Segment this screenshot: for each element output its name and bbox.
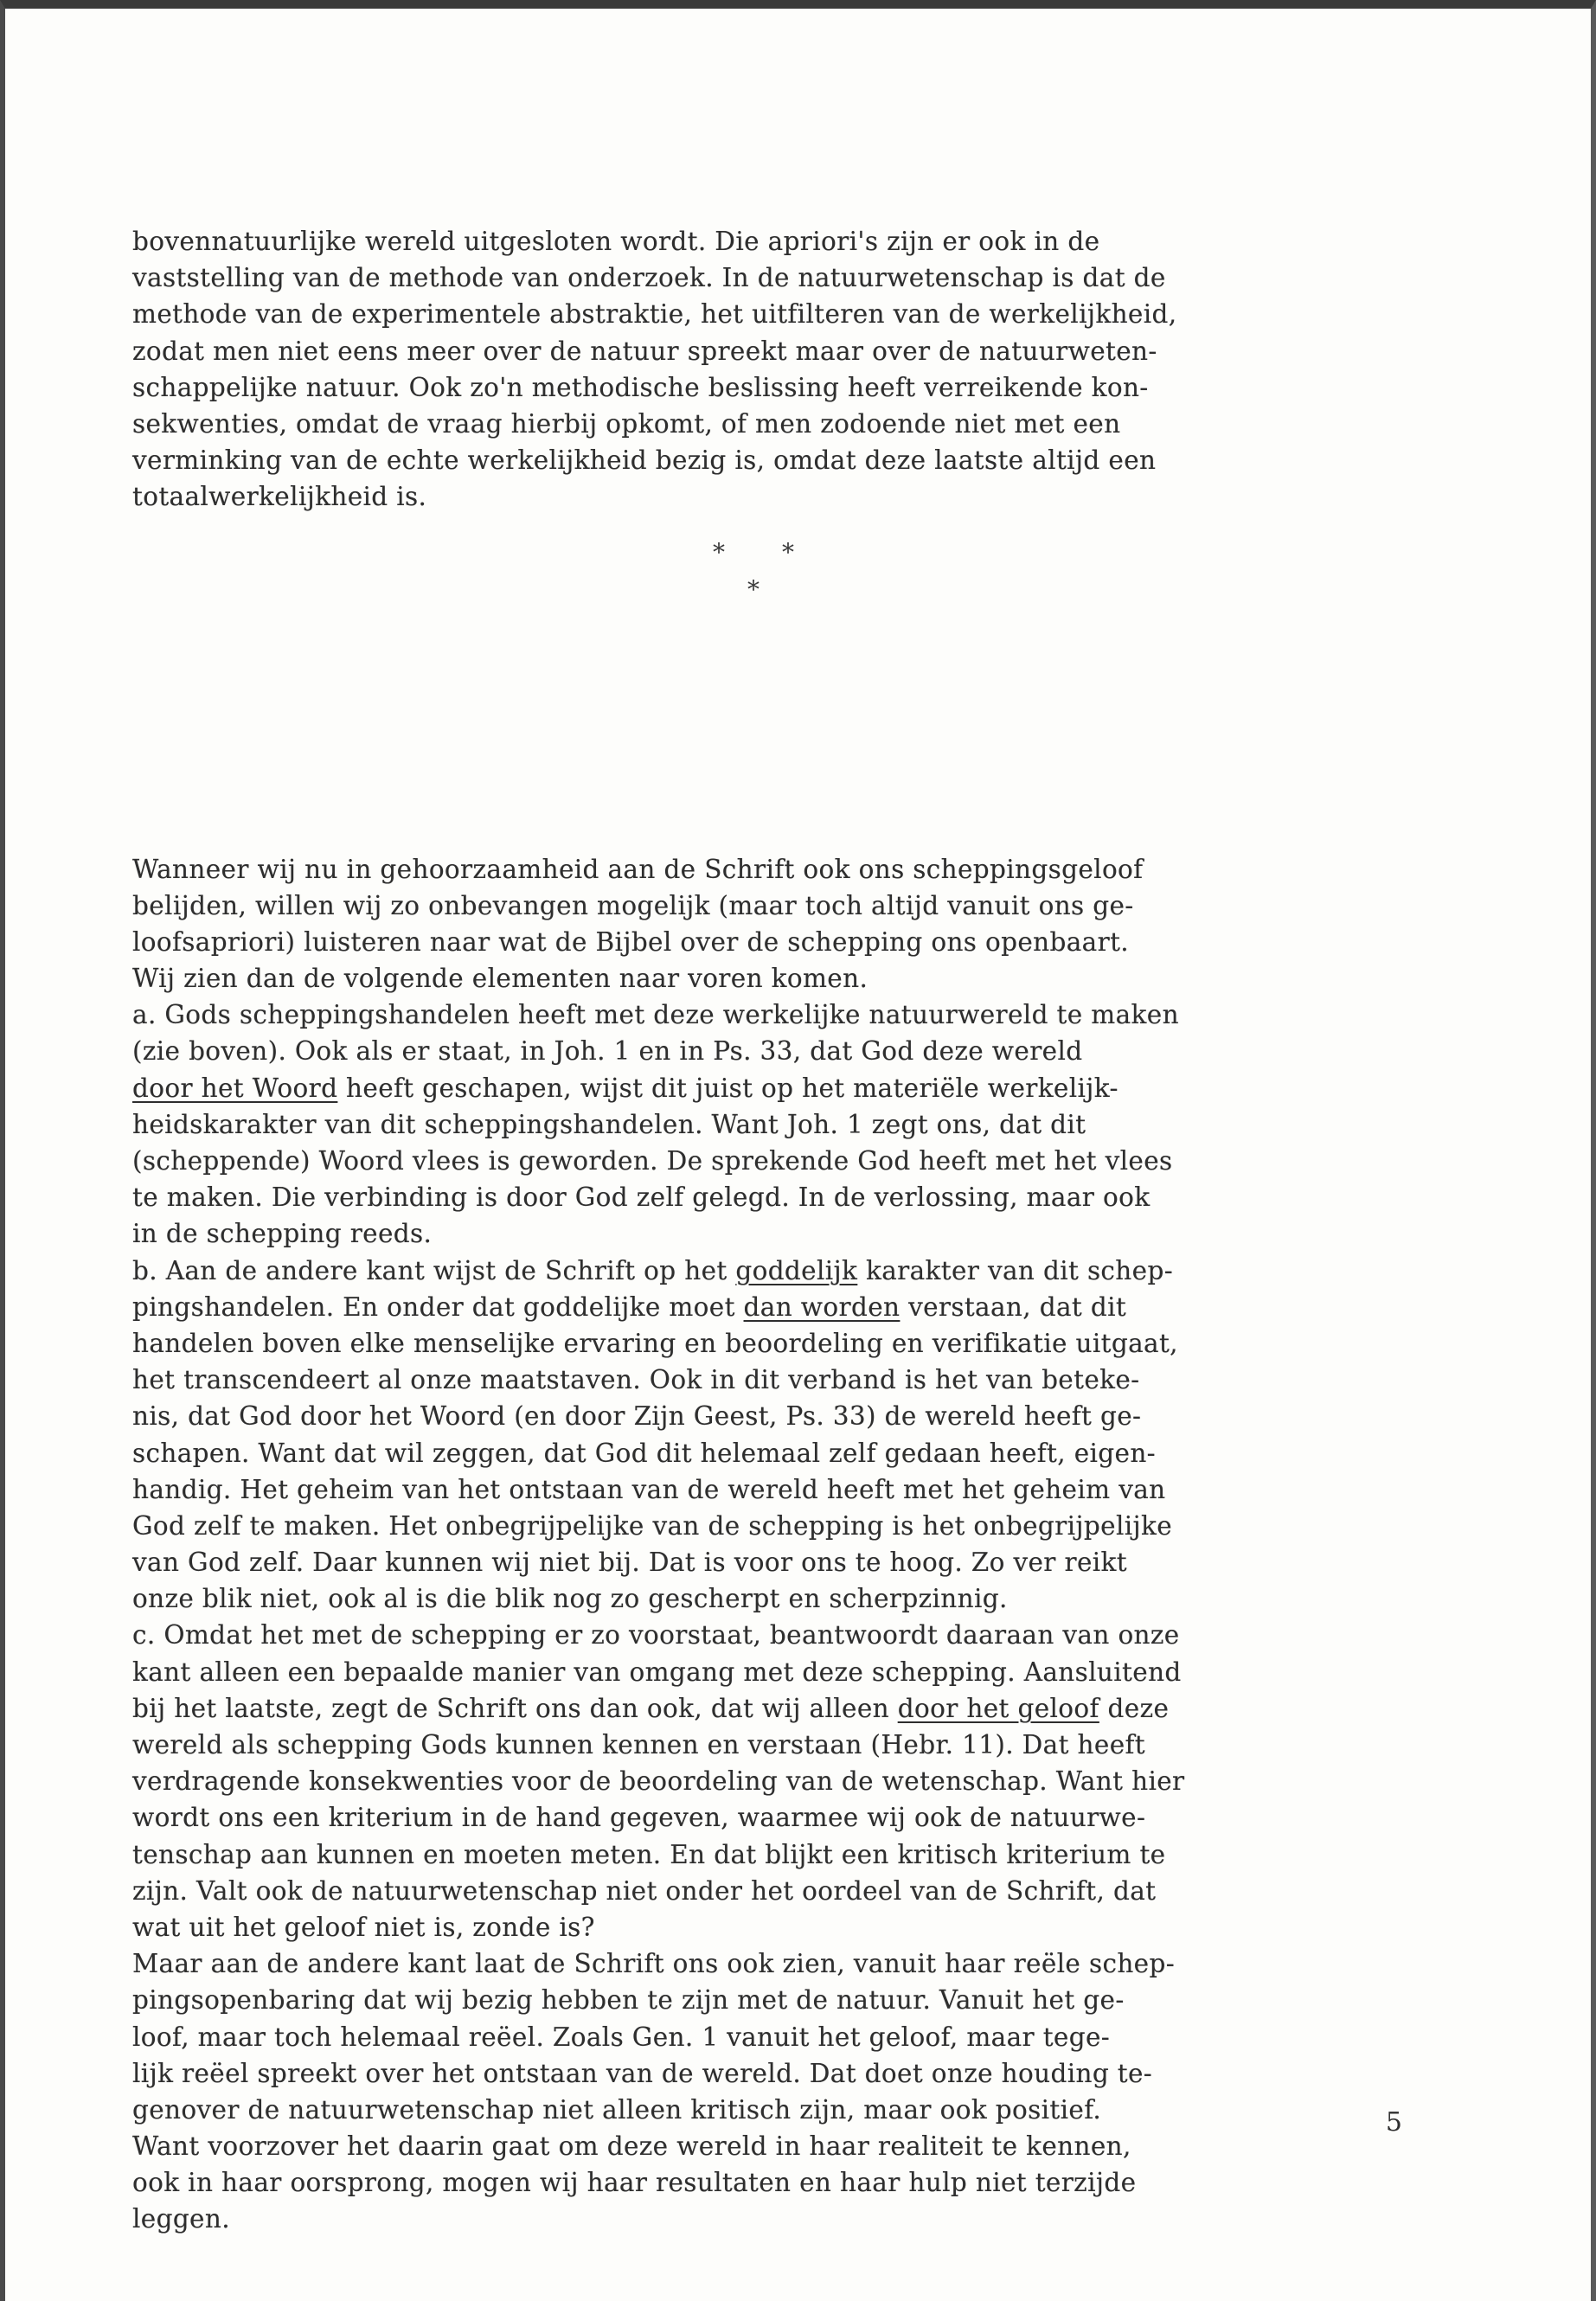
page-text xyxy=(132,223,1447,2238)
text-line: Want voorzover het daarin gaat om deze wereld in haar realiteit te kennen, xyxy=(132,2131,1131,2162)
text-line: handelen boven elke menselijke ervaring en beoordeling en verifikatie uitgaat, xyxy=(132,1328,1178,1358)
text-line: (scheppende) Woord vlees is geworden. De sprekende God heeft met het vlees xyxy=(132,1146,1173,1176)
text-line: handig. Het geheim van het ontstaan van de wereld heeft met het geheim van xyxy=(132,1474,1166,1504)
asterisk: * xyxy=(782,538,794,567)
text-line xyxy=(132,1070,1447,1106)
text-line: schapen. Want dat wil zeggen, dat God dit helemaal zelf gedaan heeft, eigen- xyxy=(132,1438,1157,1468)
point-b-line xyxy=(132,1253,1447,1289)
underlined-phrase: goddelijk xyxy=(735,1255,858,1285)
text-line: belijden, willen wij zo onbevangen mogelijk (maar toch altijd vanuit ons ge- xyxy=(132,890,1134,920)
text-line: verdragende konsekwenties voor de beoordeling van de wetenschap. Want hier xyxy=(132,1766,1185,1797)
text-line: pingsopenbaring dat wij bezig hebben te zijn met de natuur. Vanuit het ge- xyxy=(132,1985,1125,2016)
text-line xyxy=(132,1289,1447,1325)
text-line: verminking van de echte werkelijkheid bezig is, omdat deze laatste altijd een xyxy=(132,445,1157,476)
text-line: loofsapriori) luisteren naar wat de Bijbel over de schepping ons openbaart. xyxy=(132,926,1130,957)
text-fragment: pingshandelen. En onder dat goddelijke moet xyxy=(132,1292,744,1322)
text-line: het transcendeert al onze maatstaven. Ook in dit verband is het van beteke- xyxy=(132,1365,1140,1395)
paragraph-apriori xyxy=(132,223,1447,516)
text-fragment: bij het laatste, zegt de Schrift ons dan ook, dat wij alleen xyxy=(132,1693,898,1723)
text-line: methode van de experimentele abstraktie, het uitfilteren van de werkelijkheid, xyxy=(132,299,1177,330)
text-line: vaststelling van de methode van onderzoek. In de natuurwetenschap is dat de xyxy=(132,263,1166,293)
text-fragment: verstaan, dat dit xyxy=(900,1292,1127,1322)
text-line: genover de natuurwetenschap niet alleen kritisch zijn, maar ook positief. xyxy=(132,2094,1102,2125)
text-line: kant alleen een bepaalde manier van omgang met deze schepping. Aansluitend xyxy=(132,1657,1182,1687)
text-line: bovennatuurlijke wereld uitgesloten wordt. Die apriori's zijn er ook in de xyxy=(132,227,1100,256)
text-line: ook in haar oorsprong, mogen wij haar resultaten en haar hulp niet terzijde xyxy=(132,2168,1137,2198)
text-line: wordt ons een kriterium in de hand gegeven, waarmee wij ook de natuurwe- xyxy=(132,1803,1146,1833)
text-line: (zie boven). Ook als er staat, in Joh. 1 en in Ps. 33, dat God deze wereld xyxy=(132,1036,1083,1067)
text-line: van God zelf. Daar kunnen wij niet bij. Dat is voor ons te hoog. Zo ver reikt xyxy=(132,1548,1127,1578)
text-line: wereld als schepping Gods kunnen kennen en verstaan (Hebr. 11). Dat heeft xyxy=(132,1730,1145,1759)
asterisk: * xyxy=(713,538,725,567)
underlined-phrase: dan worden xyxy=(743,1292,901,1322)
text-line: wat uit het geloof niet is, zonde is? xyxy=(132,1912,595,1942)
text-line: leggen. xyxy=(132,2204,230,2234)
text-fragment: karakter van dit schep- xyxy=(857,1255,1174,1285)
text-fragment: heeft geschapen, wijst dit juist op het materiële werkelijk- xyxy=(337,1073,1118,1103)
text-line: nis, dat God door het Woord (en door Zijn Geest, Ps. 33) de wereld heeft ge- xyxy=(132,1401,1142,1432)
text-line: te maken. Die verbinding is door God zelf gelegd. In de verlossing, maar ook xyxy=(132,1183,1151,1213)
text-line: Wij zien dan de volgende elementen naar voren komen. xyxy=(132,964,869,994)
underlined-phrase: door het geloof xyxy=(897,1693,1099,1723)
text-fragment: deze xyxy=(1099,1693,1170,1723)
text-line: Maar aan de andere kant laat de Schrift ons ook zien, vanuit haar reële schep- xyxy=(132,1949,1176,1979)
text-line: in de schepping reeds. xyxy=(132,1219,433,1249)
text-line: Wanneer wij nu in gehoorzaamheid aan de Schrift ook ons scheppingsgeloof xyxy=(132,854,1144,884)
text-line: zodat men niet eens meer over de natuur spreekt maar over de natuurweten- xyxy=(132,336,1157,366)
point-a-line: a. Gods scheppingshandelen heeft met deze werkelijke natuurwereld te maken xyxy=(132,1000,1179,1030)
text-line: heidskarakter van dit scheppingshandelen. Want Joh. 1 zegt ons, dat dit xyxy=(132,1109,1086,1139)
page-number: 5 xyxy=(1385,2107,1402,2138)
text-fragment: b. Aan de andere kant wijst de Schrift op het xyxy=(132,1255,736,1285)
point-c-line: c. Omdat het met de schepping er zo voorstaat, beantwoordt daaraan van onze xyxy=(132,1620,1180,1650)
text-line: tenschap aan kunnen en moeten meten. En dat blijkt een kritisch kriterium te xyxy=(132,1839,1166,1869)
text-line: lijk reëel spreekt over het ontstaan van de wereld. Dat doet onze houding te- xyxy=(132,2058,1153,2088)
text-line: schappelijke natuur. Ook zo'n methodische beslissing heeft verreikende kon- xyxy=(132,372,1149,402)
text-line xyxy=(132,1690,1447,1727)
text-line: totaalwerkelijkheid is. xyxy=(132,482,427,512)
text-line: loof, maar toch helemaal reëel. Zoals Gen. 1 vanuit het geloof, maar tege- xyxy=(132,2022,1111,2052)
text-line: onze blik niet, ook al is die blik nog zo gescherpt en scherpzinnig. xyxy=(132,1584,1008,1614)
text-line: sekwenties, omdat de vraag hierbij opkomt, of men zodoende niet met een xyxy=(132,408,1121,439)
text-line: zijn. Valt ook de natuurwetenschap niet onder het oordeel van de Schrift, dat xyxy=(132,1875,1157,1906)
text-line: God zelf te maken. Het onbegrijpelijke van de schepping is het onbegrijpelijke xyxy=(132,1510,1173,1541)
underlined-phrase: door het Woord xyxy=(132,1073,338,1103)
asterisk: * xyxy=(747,575,760,604)
body-text xyxy=(132,851,1447,2238)
